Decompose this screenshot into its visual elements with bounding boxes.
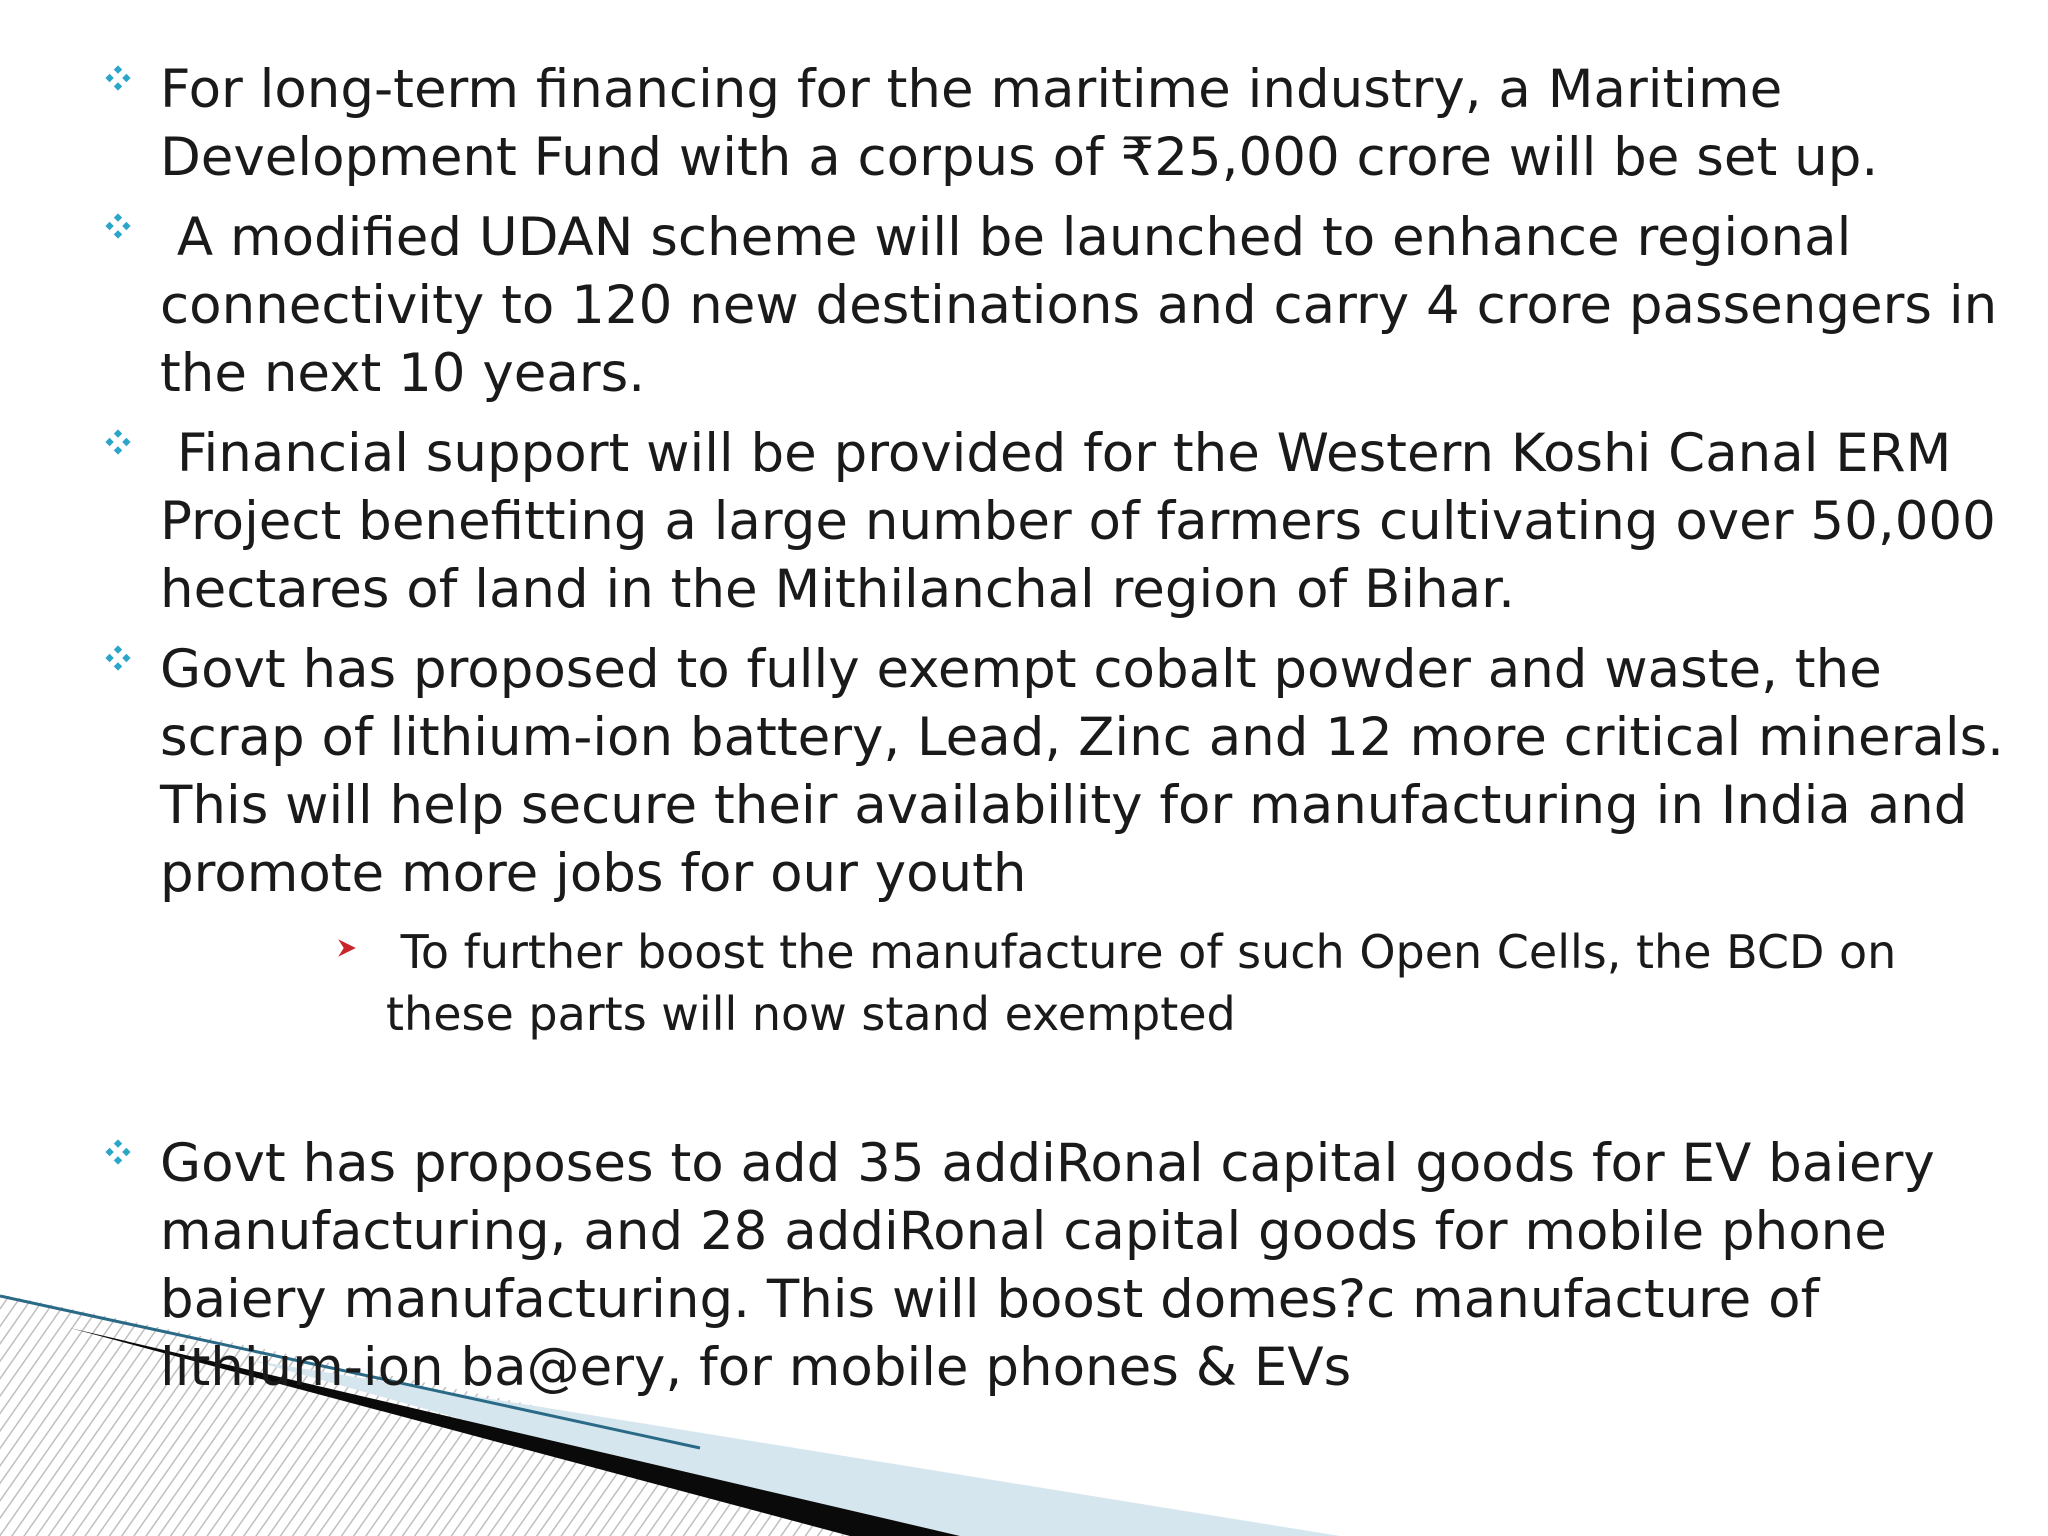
bullet-text: Govt has proposes to add 35 addiRonal capital goods for EV baiery manufacturing, and 28 addiRonal capital goods for mobile phone baiery manufacturing. This will boost domes?c manufacture of lithium-ion ba@ery, for mobile phones & EVs (160, 1133, 1935, 1398)
diamond-bullet-icon (104, 428, 132, 456)
bullet-text: Financial support will be provided for the Western Koshi Canal ERM Project benefitting a large number of farmers cultivating over 50,000 hectares of land in the Mithilanchal region of Bihar. (160, 423, 2013, 620)
diamond-bullet-icon (104, 644, 132, 672)
bullet-item-maritime-fund (160, 56, 2020, 192)
bullet-item-critical-minerals (160, 636, 2020, 908)
bullet-item-capital-goods (160, 1130, 2020, 1402)
bullet-item-udan-scheme (160, 204, 2020, 408)
bullet-text: Govt has proposed to fully exempt cobalt powder and waste, the scrap of lithium-ion battery, Lead, Zinc and 12 more critical minerals. This will help secure their availability for manufacturing in India and promote more jobs for our youth (160, 639, 2005, 904)
bullet-text: For long-term financing for the maritime industry, a Maritime Development Fund with a corpus of ₹25,000 crore will be set up. (160, 59, 1879, 188)
diamond-bullet-icon (104, 212, 132, 240)
bullet-text: To further boost the manufacture of such Open Cells, the BCD on these parts will now stand exempted (386, 925, 1911, 1041)
diamond-bullet-icon (104, 1138, 132, 1166)
sub-bullet-item-open-cells (386, 921, 2006, 1045)
bullet-text: A modified UDAN scheme will be launched to enhance regional connectivity to 120 new destinations and carry 4 crore passengers in the next 10 years. (160, 207, 2015, 404)
arrow-bullet-icon (336, 937, 358, 959)
diamond-bullet-icon (104, 64, 132, 92)
bullet-item-koshi-canal (160, 420, 2020, 624)
